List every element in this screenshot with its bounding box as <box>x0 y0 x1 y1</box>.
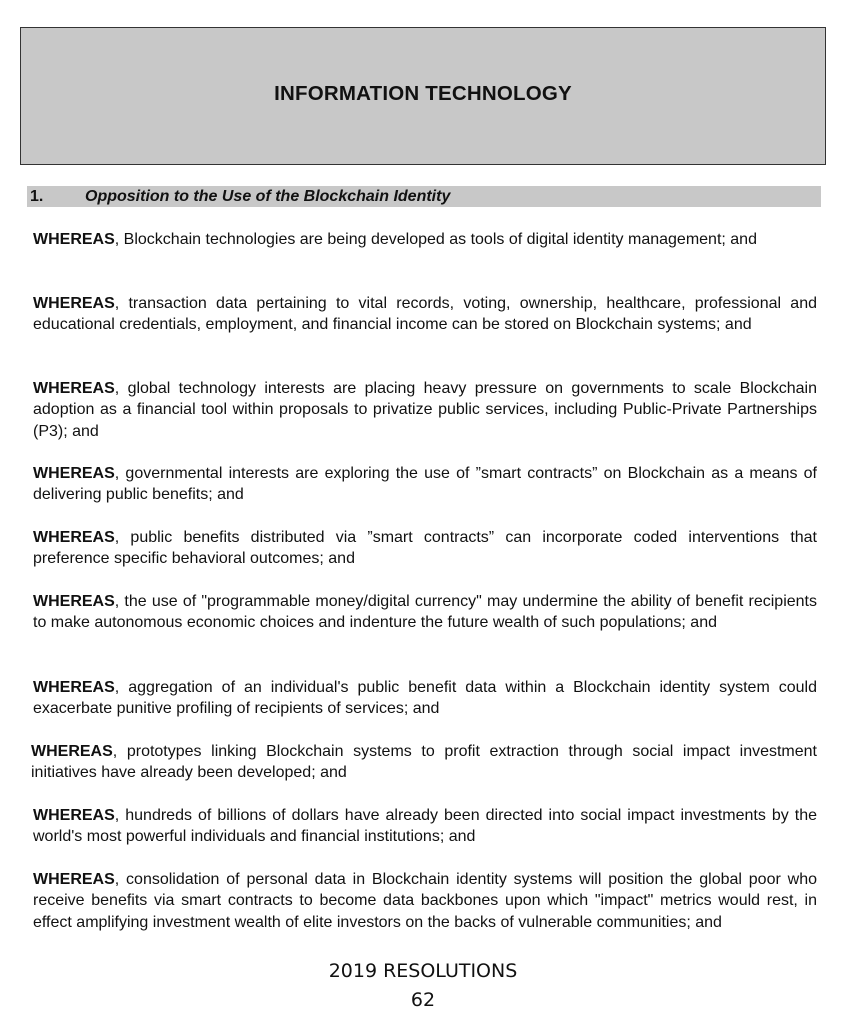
paragraph-text: , public benefits distributed via ”smart contracts” can incorporate coded interventions that preference specific behavioral outcomes; and <box>33 529 817 568</box>
whereas-paragraph-9 <box>33 805 817 848</box>
whereas-lead: WHEREAS <box>31 743 113 760</box>
whereas-paragraph-10 <box>33 869 817 933</box>
whereas-lead: WHEREAS <box>33 679 115 696</box>
page-title: INFORMATION TECHNOLOGY <box>274 82 572 105</box>
paragraph-text: , governmental interests are exploring the use of ”smart contracts” on Blockchain as a means of delivering public benefits; and <box>33 465 817 504</box>
header-box <box>20 27 826 165</box>
section-title: Opposition to the Use of the Blockchain Identity <box>85 187 451 205</box>
paragraph-text: , transaction data pertaining to vital records, voting, ownership, healthcare, professional and educational credentials, employment, and financial income can be stored on Blockchain systems; and <box>33 295 817 334</box>
whereas-lead: WHEREAS <box>33 529 115 546</box>
whereas-lead: WHEREAS <box>33 807 115 824</box>
whereas-paragraph-3 <box>33 378 817 442</box>
whereas-paragraph-8 <box>31 741 817 784</box>
section-number: 1. <box>30 187 44 205</box>
paragraph-text: , consolidation of personal data in Blockchain identity systems will position the global poor who receive benefits via smart contracts to become data backbones upon which "impact" metrics would rest, in effect amplifying investment wealth of elite investors on the backs of vulnerable communities; and <box>33 871 817 931</box>
whereas-lead: WHEREAS <box>33 231 115 248</box>
whereas-lead: WHEREAS <box>33 295 115 312</box>
whereas-paragraph-1 <box>33 229 817 250</box>
paragraph-text: , Blockchain technologies are being developed as tools of digital identity management; and <box>114 231 757 248</box>
whereas-lead: WHEREAS <box>33 871 115 888</box>
footer-title: 2019 RESOLUTIONS <box>328 960 518 982</box>
whereas-paragraph-2 <box>33 293 817 336</box>
page-number: 62 <box>410 989 436 1011</box>
whereas-paragraph-6 <box>33 591 817 634</box>
whereas-lead: WHEREAS <box>33 593 115 610</box>
paragraph-text: , the use of "programmable money/digital currency" may undermine the ability of benefit recipients to make autonomous economic choices and indenture the future wealth of such populations; and <box>33 593 817 632</box>
paragraph-text: , aggregation of an individual's public benefit data within a Blockchain identity system could exacerbate punitive profiling of recipients of services; and <box>33 679 817 718</box>
whereas-paragraph-7 <box>33 677 817 720</box>
paragraph-text: , prototypes linking Blockchain systems to profit extraction through social impact investment initiatives have already been developed; and <box>31 743 817 782</box>
paragraph-text: , hundreds of billions of dollars have already been directed into social impact investments by the world's most powerful individuals and financial institutions; and <box>33 807 817 846</box>
whereas-lead: WHEREAS <box>33 465 115 482</box>
section-heading <box>27 186 821 207</box>
paragraph-text: , global technology interests are placing heavy pressure on governments to scale Blockchain adoption as a financial tool within proposals to privatize public services, including Public-Private Partnerships (P3); and <box>33 380 817 440</box>
whereas-paragraph-5 <box>33 527 817 570</box>
whereas-lead: WHEREAS <box>33 380 115 397</box>
whereas-paragraph-4 <box>33 463 817 506</box>
